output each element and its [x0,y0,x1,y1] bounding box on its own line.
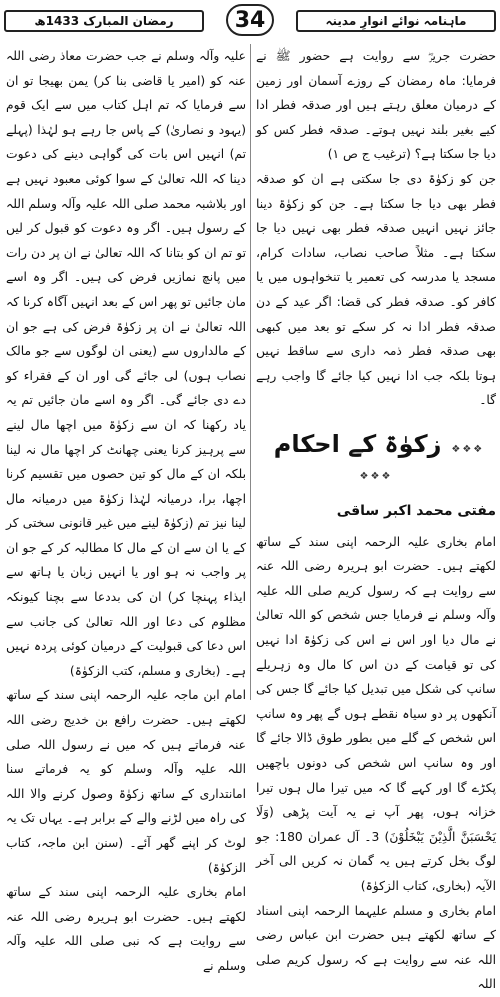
left-column [6,44,246,973]
paragraph: امام ابن ماجہ علیہ الرحمہ اپنی سند کے ساتھ لکھتے ہیں۔ حضرت رافع بن خدیج رضی اللہ عنہ فرماتے ہیں کہ میں نے رسول اللہ صلی اللہ علیہ وآلہ وسلم کو یہ فرماتے سنا امانتداری کے ساتھ زکوٰۃ وصول کرنے والا اللہ کی راہ میں لڑنے والے کے برابر ہے۔ یہاں تک یہ لوٹ کر اپنے گھر آئے۔ (سنن ابن ماجہ، کتاب الزکوٰۃ) [6,688,246,875]
author-name: مفتی محمد اکبر ساقی [336,503,496,520]
paragraph: علیہ وآلہ وسلم نے جب حضرت معاذ رضی اللہ عنہ کو (امیر یا قاضی بنا کر) یمن بھیجا تو ان سے فرمایا کہ تم اہل کتاب میں سے ایک قوم (یہود و نصاریٰ) کے پاس جا رہے ہو لہٰذا (پہلے تم) انہیں اس بات کی گواہی دینے کی دعوت دینا کہ اللہ تعالیٰ کے سوا کوئی معبود نہیں ہے اور بلاشبہ محمد صلی اللہ علیہ وآلہ وسلم اللہ کے رسول ہیں۔ اگر وہ دعوت کو قبول کر لیں تو تم ان کو بتانا کہ اللہ تعالیٰ نے ان پر دن رات میں پانچ نمازیں فرض کی ہیں۔ اگر وہ اسے مان جائیں تو پھر اس کے بعد انہیں آگاہ کرنا کہ اللہ تعالیٰ نے ان پر زکوٰۃ فرض کی ہے جو ان کے مالداروں سے (یعنی ان لوگوں سے جو مالک نصاب ہوں) لی جائے گی اور ان کے فقراء کو دے دی جائے گی۔ اگر وہ اسے مان جائیں تم یہ یاد رکھنا کہ ان سے زکوٰۃ میں اچھا مال لینے سے پرہیز کرنا یعنی چھانٹ کر اچھا مال نہ لینا بلکہ ان کے مال کو تین حصوں میں تقسیم کرنا اچھا، برا، درمیانہ لہٰذا زکوٰۃ میں درمیانہ مال لینا نیز تم (زکوٰۃ لینے میں غیر قانونی سختی کر کے یا ان سے ان کے مال کا مطالبہ کر کے جو ان پر واجب نہ ہو اور یا انہیں زبان یا ہاتھ سے ایذاء پہنچا کر) ان کی بددعا سے بچنا کیونکہ مظلوم کی دعا اور اللہ تعالیٰ کی جانب سے اس دعا کی قبولیت کے درمیان کوئی پردہ نہیں ہے۔ (بخاری و مسلم، کتب الزکوٰۃ) [6,49,246,678]
section-heading: زکوٰۃ کے احکام [273,429,442,458]
paragraph: جن کو زکوٰۃ دی جا سکتی ہے ان کو صدقہ فطر بھی دیا جا سکتا ہے۔ جن کو زکوٰۃ دینا جائز نہیں انہیں صدقہ فطر بھی نہیں دیا جا سکتا ہے۔ مثلاً صاحب نصاب، سادات کرام، مسجد یا مدرسہ کی تعمیر یا تنخواہوں میں یا کافر کو۔ صدقہ فطر کی قضا: اگر عید کے دن صدقہ فطر ادا نہ کر سکے تو بعد میں کبھی بھی صدقہ فطر ذمہ داری سے ساقط نہیں ہوتا بلکہ جب ادا نہیں کیا جائے گا واجب رہے گا۔ [256,171,496,408]
section-heading-wrap [256,427,496,489]
paragraph: امام بخاری و مسلم علیہما الرحمہ اپنی اسناد کے ساتھ لکھتے ہیں حضرت ابن عباس رضی اللہ عنہ سے روایت ہے کہ رسول کریم صلی اللہ [256,903,496,992]
ornament-left-icon: ❖❖❖ [451,443,485,455]
paragraph: امام بخاری علیہ الرحمہ اپنی سند کے ساتھ لکھتے ہیں۔ حضرت ابو ہریرہ رضی اللہ عنہ سے روایت ہے کہ رسول کریم صلی اللہ علیہ وآلہ وسلم نے فرمایا جس شخص کو اللہ تعالیٰ نے مال دیا اور اس نے اس کی زکوٰۃ ادا نہیں کی تو قیامت کے دن اس کا مال وہ زہریلے سانپ کی شکل میں تبدیل کیا جائے گا جس کی آنکھوں پر دو سیاہ نقطے ہوں گے پھر وہ سانپ اس شخص کے گلے میں بطور طوق ڈالا جائے گا اور وہ سانپ اس شخص کی دونوں باچھیں پکڑے گا اور کہے گا کہ میں تیرا مال ہوں تیرا خزانہ ہوں، پھر آپ نے یہ آیت پڑھی (وَلَا یَحْسَبَنَّ الَّذِیْنَ یَبْخَلُوْنَ) 3۔ آل عمران 180: جو لوگ بخل کرتے ہیں یہ گمان نہ کریں الی آخر الآیہ (بخاری، کتاب الزکوٰۃ) [256,534,497,893]
column-divider [250,44,251,700]
right-column [256,44,497,992]
magazine-title: ماہنامہ نوائے انوارِ مدینہ [296,10,496,32]
paragraph: حضرت جریرؓ سے روایت ہے حضور ﷺ نے فرمایا: ماہ رمضان کے روزے آسمان اور زمین کے درمیان معلق رہتے ہیں اور صدقہ فطر ادا کیے بغیر بلند نہیں ہوتے۔ صدقہ فطر کس کو دیا جا سکتا ہے؟ (ترغیب ج ص ۱) [256,49,496,162]
ornament-right-icon: ❖❖❖ [359,470,393,482]
page-header [4,4,496,38]
paragraph: امام بخاری علیہ الرحمہ اپنی سند کے ساتھ لکھتے ہیں۔ حضرت ابو ہریرہ رضی اللہ عنہ سے روایت ہے کہ نبی صلی اللہ علیہ وآلہ وسلم نے [6,885,246,973]
page-number: 34 [226,4,274,36]
issue-date: رمضان المبارک 1433ھ [4,10,204,32]
